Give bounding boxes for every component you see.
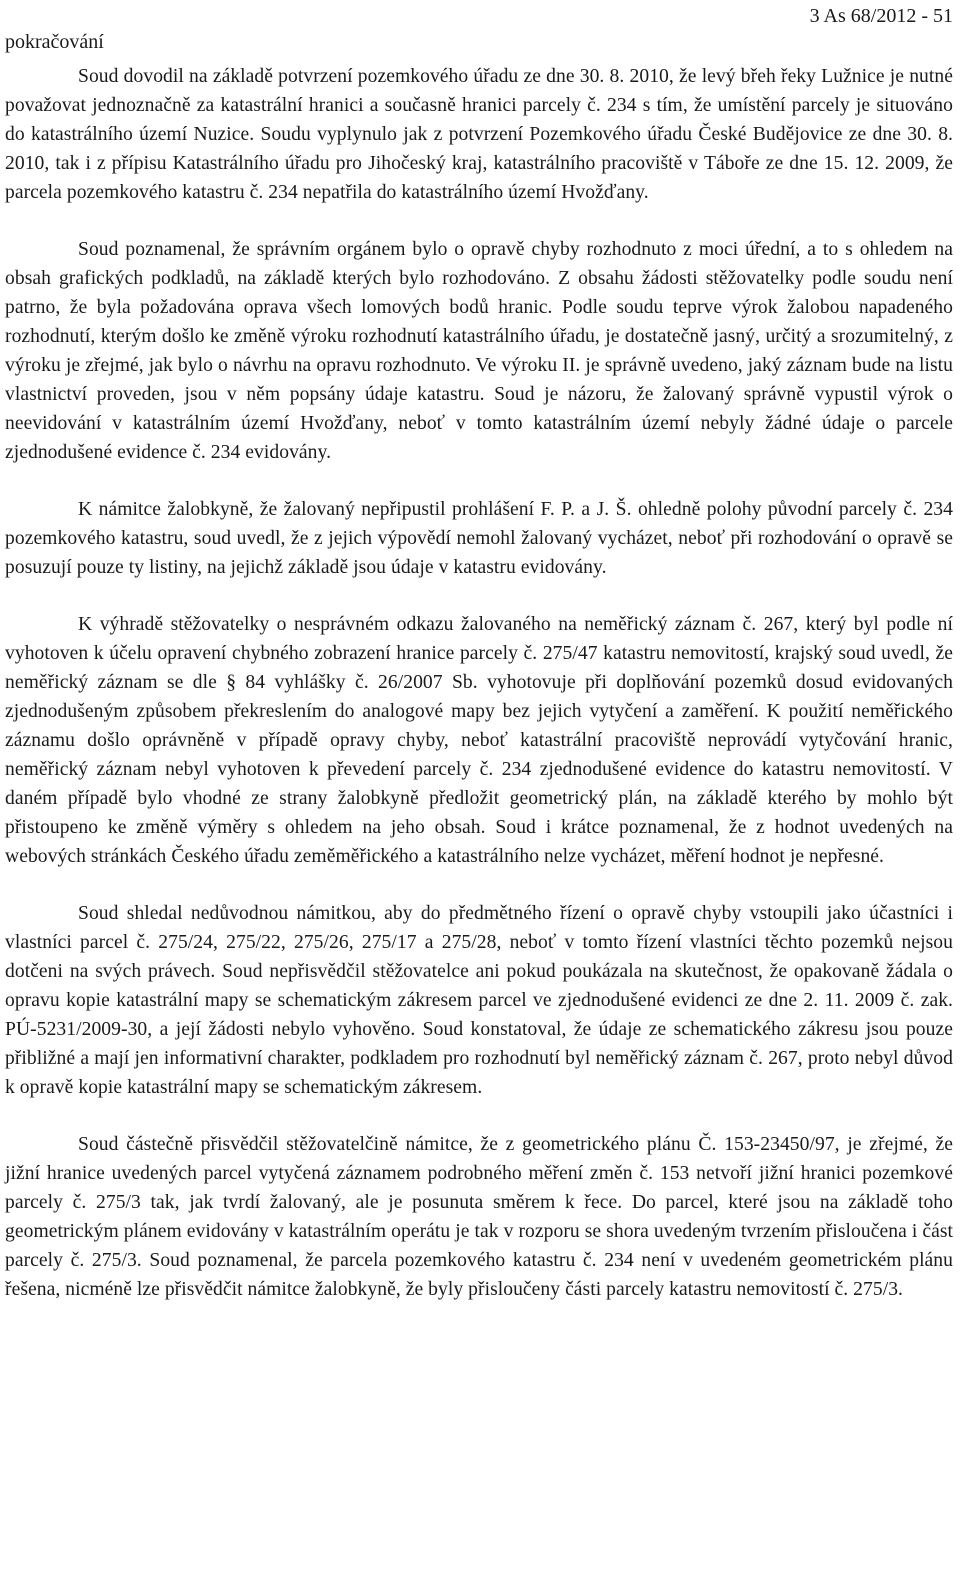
paragraph: Soud poznamenal, že správním orgánem bylo o opravě chyby rozhodnuto z moci úřední, a to s ohledem na obsah grafických podkladů, na základě kterých bylo rozhodováno. Z obsahu žádosti stěžovatelky podle soudu není patrno, že byla požadována oprava všech lomových bodů hranic. Podle soudu teprve výrok žalobou napadeného rozhodnutí, kterým došlo ke změně výroku rozhodnutí katastrálního úřadu, je dostatečně jasný, určitý a srozumitelný, z výroku je zřejmé, jak bylo o návrhu na opravu rozhodnuto. Ve výroku II. je správně uvedeno, jaký záznam bude na listu vlastnictví proveden, jsou v něm popsány údaje katastru. Soud je názoru, že žalovaný správně vypustil výrok o neevidování v katastrálním území Hvožďany, neboť v tomto katastrálním území nebyly žádné údaje o parcele zjednodušené evidence č. 234 evidovány. xyxy=(5,239,953,463)
paragraph: K výhradě stěžovatelky o nesprávném odkazu žalovaného na neměřický záznam č. 267, který byl podle ní vyhotoven k účelu opravení chybného zobrazení hranice parcely č. 275/47 katastru nemovitostí, krajský soud uvedl, že neměřický záznam se dle § 84 vyhlášky č. 26/2007 Sb. vyhotovuje při doplňování pozemků dosud evidovaných zjednodušeným způsobem překreslením do analogové mapy bez jejich vytyčení a zaměření. K použití neměřického záznamu došlo oprávněně v případě opravy chyby, neboť katastrální pracoviště neprovádí vytyčování hranic, neměřický záznam nebyl vyhotoven k převedení parcely č. 234 zjednodušené evidence do katastru nemovitostí. V daném případě bylo vhodné ze strany žalobkyně předložit geometrický plán, na základě kterého by mohlo být přistoupeno ke změně výměry s ohledem na jeho obsah. Soud i krátce poznamenal, že z hodnot uvedených na webových stránkách Českého úřadu zeměměřického a katastrálního nelze vycházet, měření hodnot je nepřesné. xyxy=(5,614,953,867)
document-page xyxy=(5,0,953,1332)
case-number: 3 As 68/2012 - 51 xyxy=(809,5,953,27)
paragraph: Soud částečně přisvědčil stěžovatelčině námitce, že z geometrického plánu Č. 153-23450/97, je zřejmé, že jižní hranice uvedených parcel vytyčená záznamem podrobného měření změn č. 153 netvoří jižní hranici pozemkové parcely č. 275/3 tak, jak tvrdí žalovaný, ale je posunuta směrem k řece. Do parcel, které jsou na základě toho geometrickým plánem evidovány v katastrálním operátu je tak v rozporu se shora uvedeným tvrzením přisloučena i část parcely č. 275/3. Soud poznamenal, že parcela pozemkového katastru č. 234 není v uvedeném geometrickém plánu řešena, nicméně lze přisvědčit námitce žalobkyně, že byly přisloučeny části parcely katastru nemovitostí č. 275/3. xyxy=(5,1134,953,1300)
paragraph: Soud dovodil na základě potvrzení pozemkového úřadu ze dne 30. 8. 2010, že levý břeh řeky Lužnice je nutné považovat jednoznačně za katastrální hranici a současně hranici parcely č. 234 s tím, že umístění parcely je situováno do katastrálního území Nuzice. Soudu vyplynulo jak z potvrzení Pozemkového úřadu České Budějovice ze dne 30. 8. 2010, tak i z přípisu Katastrálního úřadu pro Jihočeský kraj, katastrálního pracoviště v Táboře ze dne 15. 12. 2009, že parcela pozemkového katastru č. 234 nepatřila do katastrálního území Hvožďany. xyxy=(5,66,953,203)
page-header xyxy=(5,0,953,62)
paragraph: Soud shledal nedůvodnou námitkou, aby do předmětného řízení o opravě chyby vstoupili jako účastníci i vlastníci parcel č. 275/24, 275/22, 275/26, 275/17 a 275/28, neboť v tomto řízení vlastníci těchto pozemků nejsou dotčeni na svých právech. Soud nepřisvědčil stěžovatelce ani pokud poukázala na skutečnost, že opakovaně žádala o opravu kopie katastrální mapy se schematickým zákresem parcel ve zjednodušené evidenci ze dne 2. 11. 2009 č. zak. PÚ-5231/2009-30, a její žádosti nebylo vyhověno. Soud konstatoval, že údaje ze schematického zákresu jsou pouze přibližné a mají jen informativní charakter, podkladem pro rozhodnutí byl neměřický záznam č. 267, proto nebyl důvod k opravě kopie katastrální mapy se schematickým zákresem. xyxy=(5,903,953,1098)
paragraph: K námitce žalobkyně, že žalovaný nepřipustil prohlášení F. P. a J. Š. ohledně polohy původní parcely č. 234 pozemkového katastru, soud uvedl, že z jejich výpovědí nemohl žalovaný vycházet, neboť při rozhodování o opravě se posuzují pouze ty listiny, na jejichž základě jsou údaje v katastru evidovány. xyxy=(5,499,953,578)
continuation-label: pokračování xyxy=(5,31,104,53)
document-body xyxy=(5,62,953,1304)
